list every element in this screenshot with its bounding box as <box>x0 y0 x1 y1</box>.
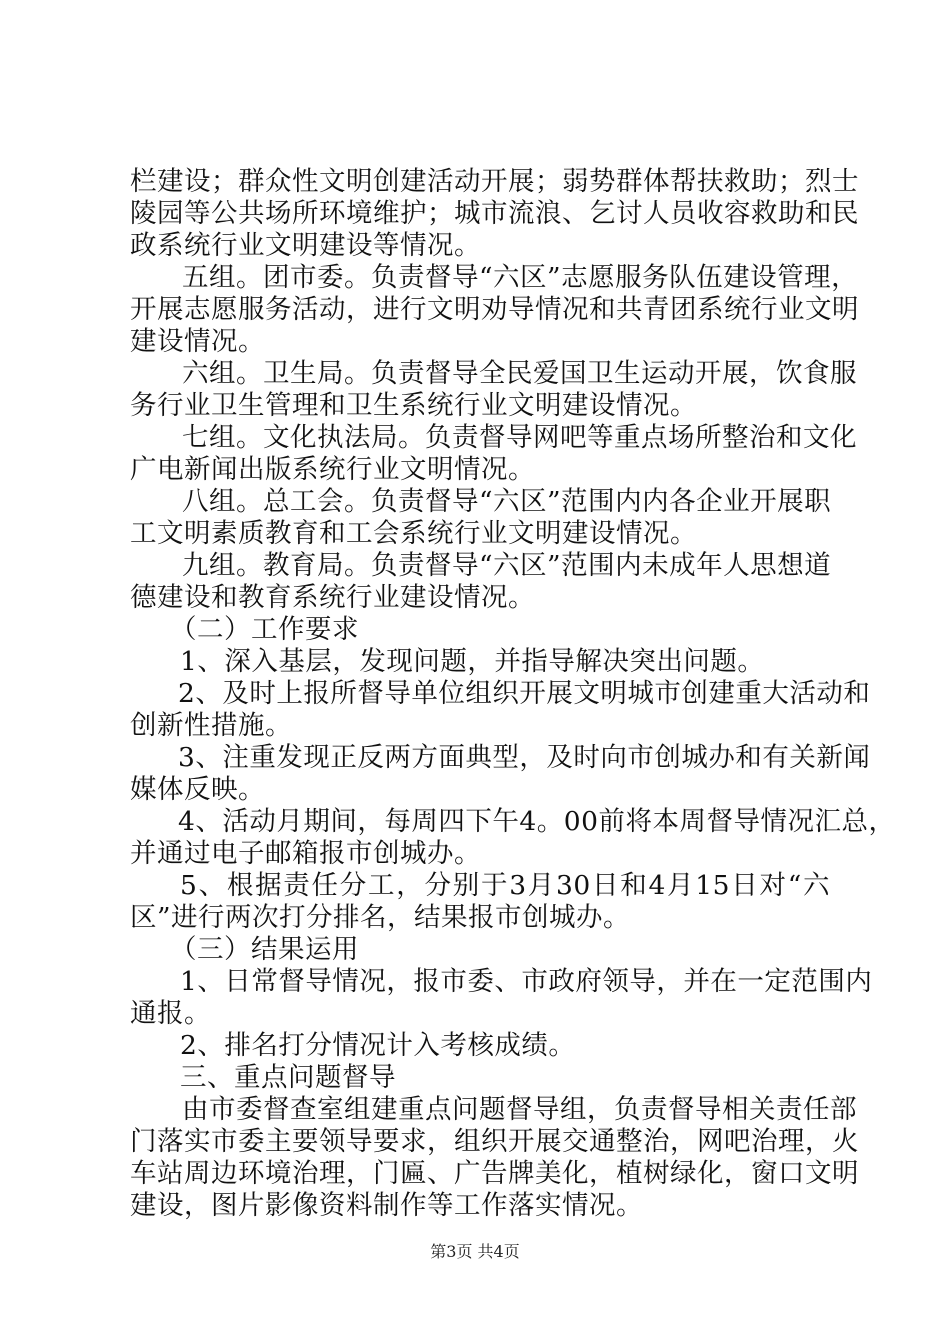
text-line: 广电新闻出版系统行业文明情况。 <box>130 454 535 485</box>
text-line: 九组。教育局。负责督导“六区”范围内未成年人思想道 <box>182 550 832 581</box>
section-heading: （三）结果运用 <box>170 934 359 965</box>
text-line: 4、活动月期间，每周四下午4。00前将本周督导情况汇总， <box>178 806 896 837</box>
text-line: 栏建设；群众性文明创建活动开展；弱势群体帮扶救助；烈士 <box>130 166 859 197</box>
section-heading: （二）工作要求 <box>170 614 359 645</box>
text-line: 2、排名打分情况计入考核成绩。 <box>180 1030 576 1061</box>
text-line: 建设情况。 <box>130 326 265 357</box>
text-line: 工文明素质教育和工会系统行业文明建设情况。 <box>130 518 697 549</box>
text-line: 并通过电子邮箱报市创城办。 <box>130 838 481 869</box>
text-line: 陵园等公共场所环境维护；城市流浪、乞讨人员收容救助和民 <box>130 198 859 229</box>
text-line: 务行业卫生管理和卫生系统行业文明建设情况。 <box>130 390 697 421</box>
text-line: 1、日常督导情况，报市委、市政府领导，并在一定范围内 <box>180 966 873 997</box>
page-number: 第3页 共4页 <box>430 1242 520 1261</box>
text-line: 德建设和教育系统行业建设情况。 <box>130 582 535 613</box>
text-line: 车站周边环境治理，门匾、广告牌美化，植树绿化，窗口文明 <box>130 1158 859 1189</box>
text-line: 开展志愿服务活动，进行文明劝导情况和共青团系统行业文明 <box>130 294 859 325</box>
text-line: 六组。卫生局。负责督导全民爱国卫生运动开展，饮食服 <box>182 358 857 389</box>
text-line: 3、注重发现正反两方面典型，及时向市创城办和有关新闻 <box>178 742 871 773</box>
text-line: 媒体反映。 <box>130 774 265 805</box>
text-line: 创新性措施。 <box>130 710 292 741</box>
text-line: 政系统行业文明建设等情况。 <box>130 230 481 261</box>
text-line: 八组。总工会。负责督导“六区”范围内内各企业开展职 <box>182 486 832 517</box>
text-line: 2、及时上报所督导单位组织开展文明城市创建重大活动和 <box>178 678 871 709</box>
text-line: 由市委督查室组建重点问题督导组，负责督导相关责任部 <box>182 1094 857 1125</box>
text-line: 门落实市委主要领导要求，组织开展交通整治，网吧治理，火 <box>130 1126 859 1157</box>
section-heading: 三、重点问题督导 <box>180 1062 396 1093</box>
text-line: 1、深入基层，发现问题，并指导解决突出问题。 <box>180 646 765 677</box>
text-line: 五组。团市委。负责督导“六区”志愿服务队伍建设管理， <box>182 262 859 293</box>
text-line: 区”进行两次打分排名，结果报市创城办。 <box>130 902 631 933</box>
text-line: 七组。文化执法局。负责督导网吧等重点场所整治和文化 <box>182 422 857 453</box>
text-line: 通报。 <box>130 998 211 1029</box>
text-line: 5、根据责任分工，分别于3月30日和4月15日对“六 <box>180 870 830 901</box>
text-line: 建设，图片影像资料制作等工作落实情况。 <box>130 1190 643 1221</box>
